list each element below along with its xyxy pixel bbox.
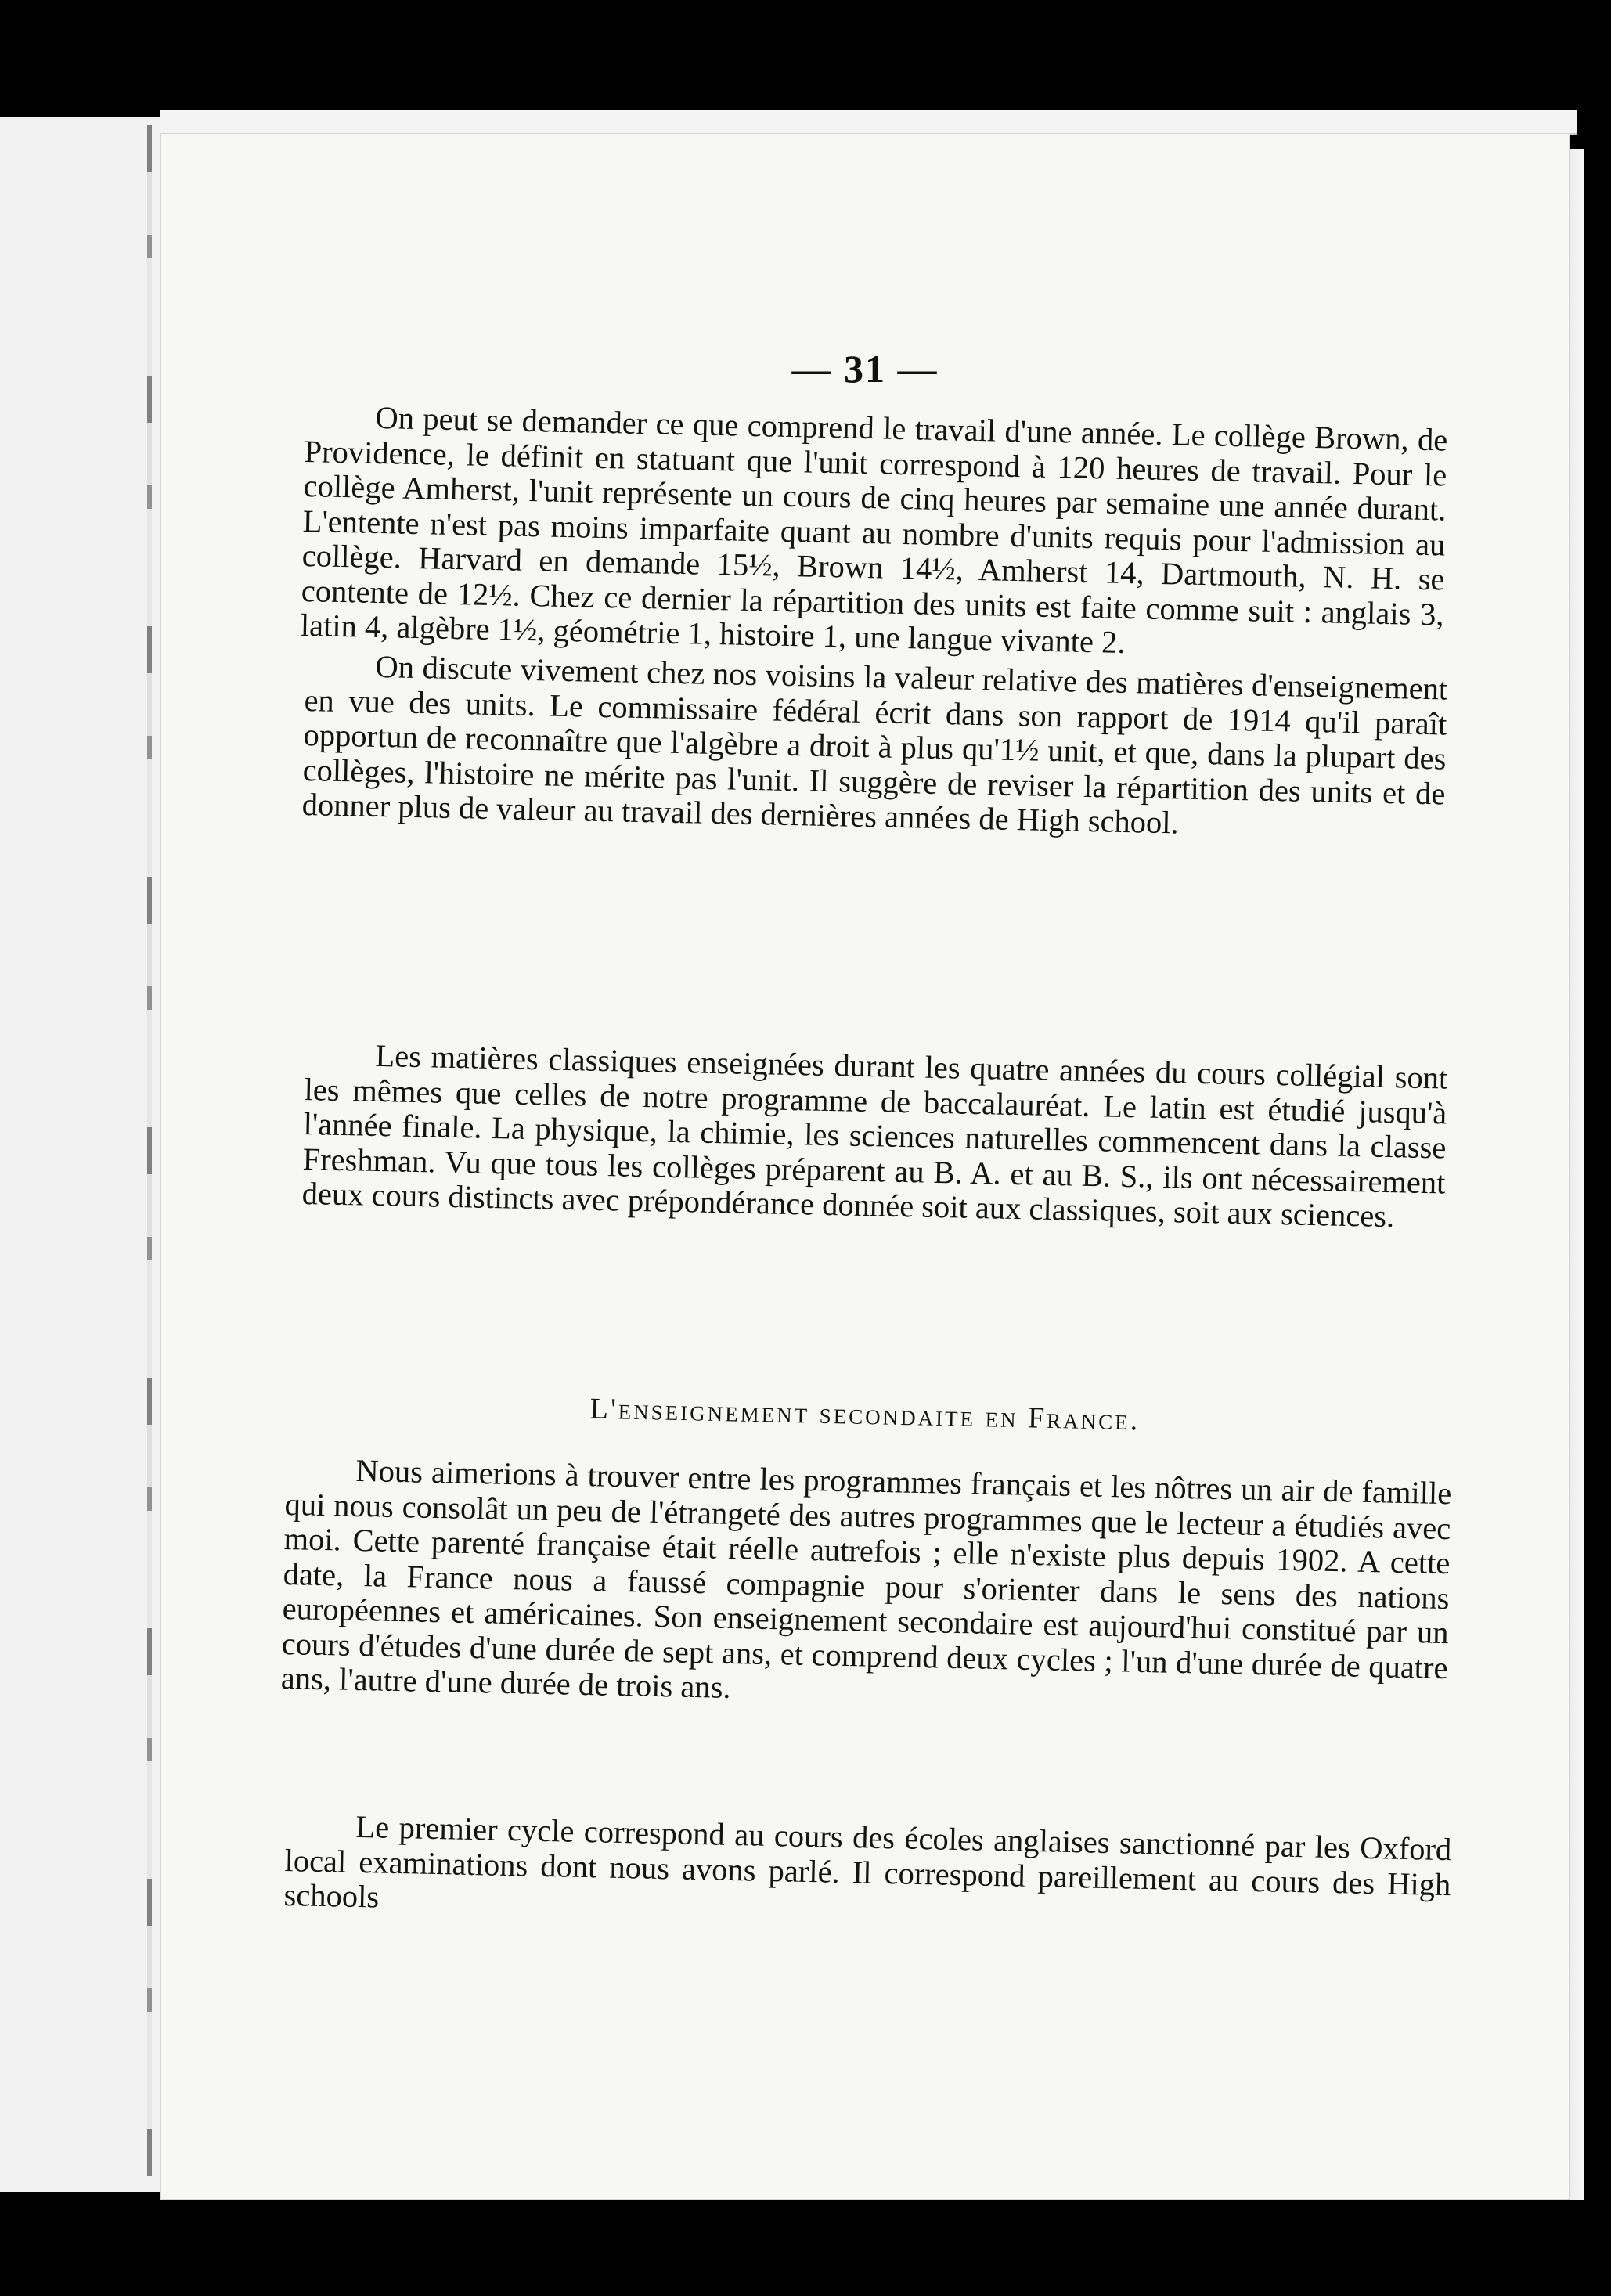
paragraph-units-debate: On discute vivement chez nos voisins la valeur relative des matières d'enseignement en vue des units. Le commissaire fédéral écrit dans son rapport de 1914 qu'il paraît opportun de reconnaître que l'algèbre a droit à plus qu'1½ unit, et que, dans la plupart des collèges, l'histoire ne mérite pas l'unit. Il suggère de reviser la répartition des units et de donner plus de valeur au travail des dernières années de High school. [301, 648, 1448, 840]
page-number: — 31 — [791, 347, 939, 391]
paragraph-first-cycle: Le premier cycle correspond au cours des écoles anglaises sanctionné par les Oxford local examinations dont nous avons parlé. Il correspond pareillement au cours des High schools [283, 1808, 1452, 1915]
page-top-edge [160, 110, 1577, 135]
paragraph-french-programs: Nous aimerions à trouver entre les programmes français et les nôtres un air de famille qui nous consolât un peu de l'étrangeté des autres programmes que le lecteur a étudiés avec moi. Cette parenté française était réelle autrefois ; elle n'existe plus depuis 1902. A cette date, la France nous a faussé compagnie pour s'orienter dans le sens des nations européennes et américaines. Son enseignement secondaire est aujourd'hui constitué par un cours d'études d'une durée de sept ans, et comprend deux cycles ; l'un d'une durée de quatre ans, l'autre d'une durée de trois ans. [280, 1452, 1452, 1705]
body-text-lower [280, 1452, 1452, 1705]
binding-shadow [147, 125, 152, 2176]
body-text-bottom [283, 1808, 1452, 1915]
body-text-middle [301, 1037, 1448, 1235]
book-page [160, 133, 1570, 2200]
paragraph-units-definition: On peut se demander ce que comprend le travail d'une année. Le collège Brown, de Providence, le définit en statuant que l'unit correspond à 120 heures de travail. Pour le collège Amherst, l'unit représente un cours de cinq heures par semaine une année durant. L'entente n'est pas moins imparfaite quant au nombre d'units requis pour l'admission au collège. Harvard en demande 15½, Brown 14½, Amherst 14, Dartmouth, N. H. se contente de 12½. Chez ce dernier la répartition des units est faite comme suit : anglais 3, latin 4, algèbre 1½, géométrie 1, histoire 1, une langue vivante 2. [300, 399, 1448, 661]
previous-page-edge [0, 117, 162, 2192]
body-text-upper [300, 399, 1448, 840]
paragraph-classical-subjects: Les matières classiques enseignées durant les quatre années du cours collégial sont les mêmes que celles de notre programme de baccalauréat. Le latin est étudié jusqu'à l'année finale. La physique, la chimie, les sciences naturelles commencent dans la classe Freshman. Vu que tous les collèges préparent au B. A. et au B. S., ils ont nécessairement deux cours distincts avec prépondérance donnée soit aux classiques, soit aux sciences. [301, 1037, 1448, 1235]
section-heading: L'enseignement secondaite en France. [589, 1392, 1141, 1437]
